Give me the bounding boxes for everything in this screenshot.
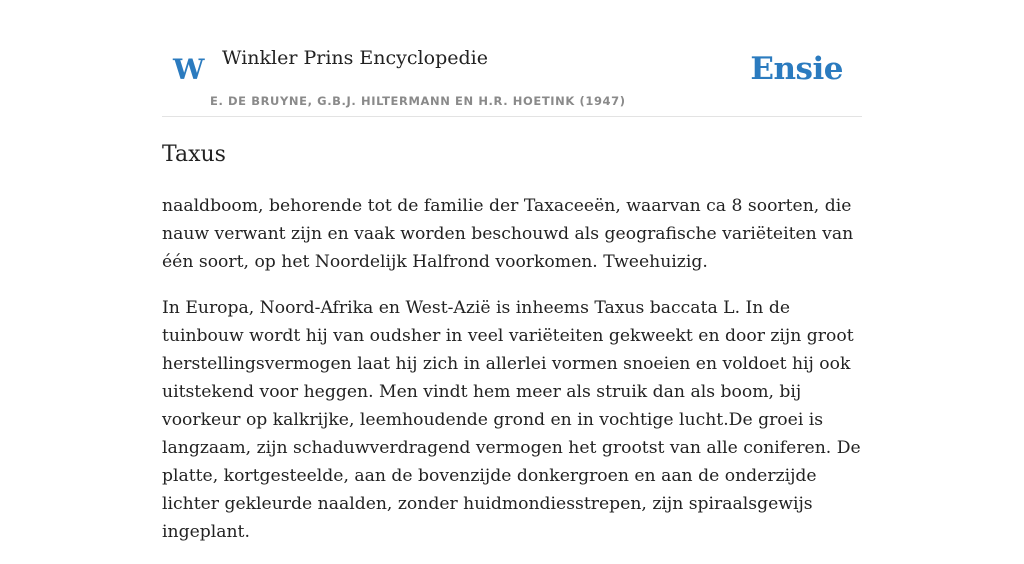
publication-title[interactable]: Winkler Prins Encyclopedie — [222, 47, 488, 69]
article-body — [162, 192, 862, 564]
ensie-brand-link[interactable]: Ensie — [750, 51, 843, 87]
winkler-prins-logo-icon[interactable]: W — [173, 53, 205, 86]
article-paragraph-1: naaldboom, behorende tot de familie der Taxaceeën, waarvan ca 8 soorten, die nauw verwant zijn en vaak worden beschouwd als geografische variëteiten van één soort, op het Noordelijk Halfrond voorkomen. Tweehuizig. — [162, 196, 854, 272]
encyclopedia-header — [162, 0, 862, 117]
article-title: Taxus — [162, 142, 226, 167]
publication-authors: E. DE BRUYNE, G.B.J. HILTERMANN EN H.R. HOETINK (1947) — [210, 94, 626, 108]
article-paragraph-2: In Europa, Noord-Afrika en West-Azië is inheems Taxus baccata L. In de tuinbouw wordt hij van oudsher in veel variëteiten gekweekt en door zijn groot herstellingsvermogen laat hij zich in allerlei vormen snoeien en voldoet hij ook uitstekend voor heggen. Men vindt hem meer als struik dan als boom, bij voorkeur op kalkrijke, leemhoudende grond en in vochtige lucht.De groei is langzaam, zijn schaduwverdragend vermogen het grootst van alle coniferen. De platte, kortgesteelde, aan de bovenzijde donkergroen en aan de onderzijde lichter gekleurde naalden, zonder huidmondiesstrepen, zijn spiraalsgewijs ingeplant. — [162, 298, 861, 542]
page — [162, 0, 862, 542]
